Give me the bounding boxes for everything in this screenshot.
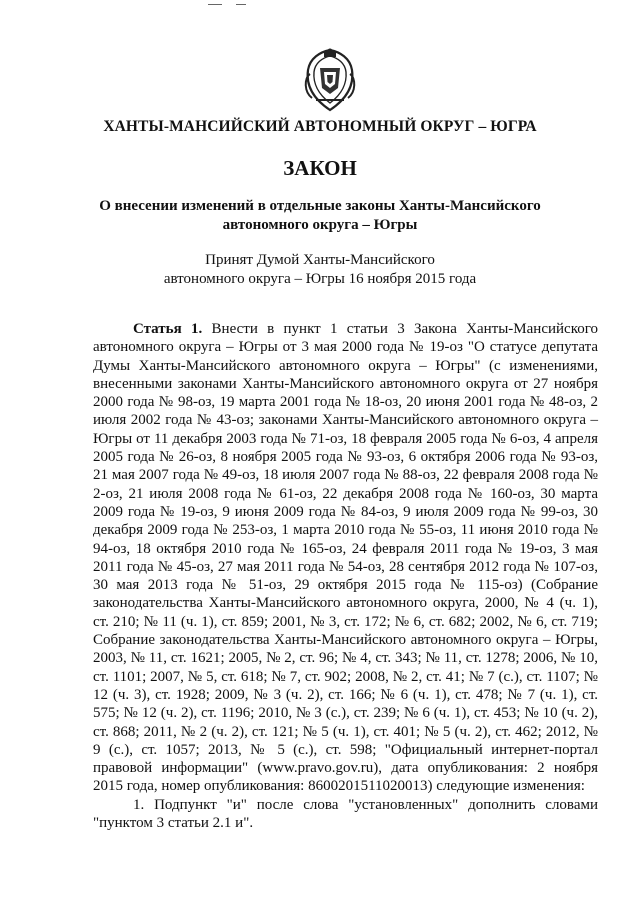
coat-of-arms-icon [300, 48, 360, 112]
article-1-item-1: 1. Подпункт "и" после слова "установленных" дополнить словами "пунктом 3 статьи 2.1 и". [93, 797, 598, 832]
document-type-heading: ЗАКОН [283, 156, 357, 180]
article-label: Статья 1. [133, 321, 203, 337]
adoption-note-line: Принят Думой Ханты-Мансийского [205, 252, 435, 268]
adoption-note [0, 251, 640, 289]
adoption-note-line: автономного округа – Югры 16 ноября 2015 года [163, 271, 477, 287]
law-subject-line: автономного округа – Югры [222, 217, 418, 233]
law-subject-line: О внесении изменений в отдельные законы Ханты-Мансийского [99, 198, 541, 214]
article-1 [93, 320, 598, 796]
scan-mark [208, 4, 222, 5]
scan-mark [236, 4, 246, 5]
article-text: Внести в пункт 1 статьи 3 Закона Ханты-Мансийского автономного округа – Югры от 3 мая 2000 года № 19-оз "О статусе депутата Думы Ханты-Мансийского автономного округа – Югры" (с изменениями, внесенными законами Ханты-Мансийского автономного округа от 27 ноября 2000 года № 98-оз, 19 марта 2001 года № 18-оз, 20 июня 2001 года № 48-оз, 2 июля 2002 года № 43-оз; законами Ханты-Мансийского автономного округа – Югры от 11 декабря 2003 года № 71-оз, 18 февраля 2005 года № 6-оз, 4 апреля 2005 года № 26-оз, 8 ноября 2005 года № 93-оз, 6 октября 2006 года № 93-оз, 21 мая 2007 года № 49-оз, 18 июля 2007 года № 88-оз, 22 февраля 2008 года № 2-оз, 21 июля 2008 года № 61-оз, 22 декабря 2008 года № 160-оз, 30 марта 2009 года № 19-оз, 9 июня 2009 года № 84-оз, 9 июля 2009 года № 99-оз, 30 декабря 2009 года № 253-оз, 1 марта 2010 года № 55-оз, 11 июня 2010 года № 94-оз, 18 октября 2010 года № 165-оз, 24 февраля 2011 года № 19-оз, 3 мая 2011 года № 45-оз, 27 мая 2011 года № 54-оз, 28 сентября 2012 года № 107-оз, 30 мая 2013 года № 51-оз, 29 октября 2015 года № 115-оз) (Собрание законодательства Ханты-Мансийского автономного округа, 2000, № 4 (ч. 1), ст. 210; № 11 (ч. 1), ст. 859; 2001, № 3, ст. 172; № 6, ст. 682; 2002, № 6, ст. 719; Собрание законодательства Ханты-Мансийского автономного округа – Югры, 2003, № 11, ст. 1621; 2005, № 2, ст. 96; № 4, ст. 343; № 11, ст. 1278; 2006, № 10, ст. 1101; 2007, № 5, ст. 618; № 7, ст. 902; 2008, № 2, ст. 41; № 7 (с.), ст. 1107; № 12 (ч. 3), ст. 1928; 2009, № 3 (ч. 2), ст. 166; № 6 (ч. 1), ст. 478; № 7 (ч. 1), ст. 575; № 12 (ч. 2), ст. 1196; 2010, № 3 (с.), ст. 239; № 6 (ч. 1), ст. 453; № 10 (ч. 2), ст. 868; 2011, № 2 (ч. 2), ст. 121; № 5 (ч. 1), ст. 401; № 5 (ч. 2), ст. 462; 2012, № 9 (с.), ст. 1057; 2013, № 5 (с.), ст. 598; "Официальный интернет-портал правовой информации" (www.pravo.gov.ru), дата опубликования: 2 ноября 2015 года, номер опубликования: 8600201511020013) следующие изменения: [93, 321, 599, 795]
region-title: ХАНТЫ-МАНСИЙСКИЙ АВТОНОМНЫЙ ОКРУГ – ЮГРА [103, 118, 537, 135]
law-subject [0, 197, 640, 235]
